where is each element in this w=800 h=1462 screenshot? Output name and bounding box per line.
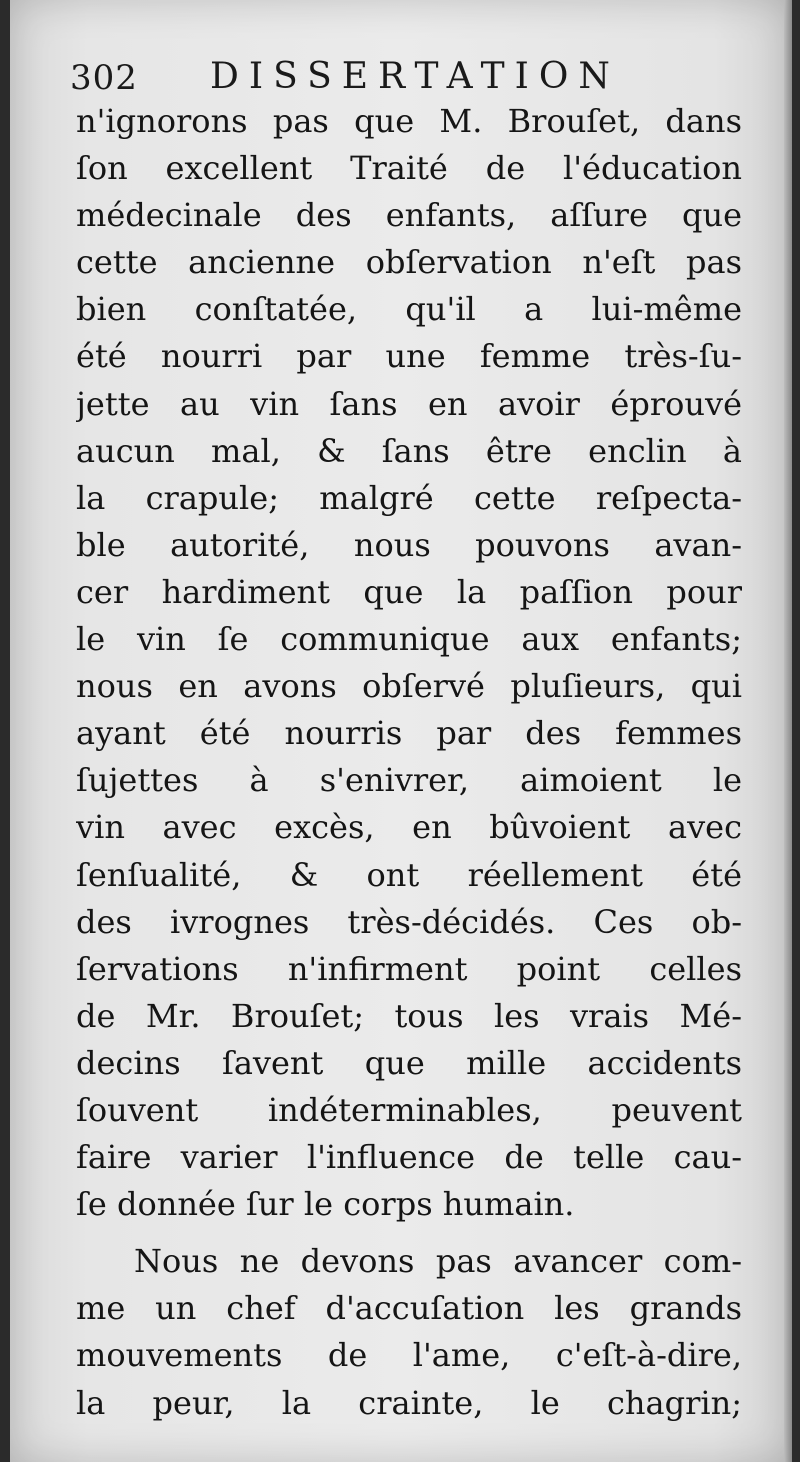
book-page (10, 0, 792, 1462)
text-line: faire varier l'influence de telle cau- (76, 1138, 742, 1177)
text-line: la crapule; malgré cette reſpecta- (76, 478, 742, 517)
text-line: le vin ſe communique aux enfants; (76, 620, 742, 659)
paragraph-2 (76, 1238, 742, 1426)
text-line: été nourri par une femme très-ſu- (76, 337, 742, 376)
text-line: ſouvent indéterminables, peuvent (76, 1090, 742, 1129)
text-line: ſujettes à s'enivrer, aimoient le (76, 761, 742, 800)
text-line: ble autorité, nous pouvons avan- (76, 525, 742, 564)
text-line: vin avec excès, en bûvoient avec (76, 808, 742, 847)
text-line: des ivrognes très-décidés. Ces ob- (76, 902, 742, 941)
text-line: aucun mal, & ſans être enclin à (76, 431, 742, 470)
paragraph-gap (76, 1228, 742, 1238)
text-line: ſervations n'infirment point celles (76, 949, 742, 988)
paragraph-1 (76, 98, 742, 1228)
text-line: ſon excellent Traité de l'éducation (76, 149, 742, 188)
text-line: la peur, la crainte, le chagrin; (76, 1383, 742, 1422)
text-line: ſe donnée ſur le corps humain. (76, 1185, 575, 1224)
text-line: nous en avons obſervé pluſieurs, qui (76, 667, 742, 706)
page-edge-shadow (784, 0, 792, 1462)
page-header (70, 52, 730, 102)
running-title: DISSERTATION (210, 56, 620, 97)
text-line: Nous ne devons pas avancer com- (134, 1242, 742, 1281)
text-line: ſenſualité, & ont réellement été (76, 855, 742, 894)
text-line: me un chef d'accuſation les grands (76, 1289, 742, 1328)
page-number: 302 (70, 58, 138, 98)
text-line: mouvements de l'ame, c'eſt-à-dire, (76, 1336, 742, 1375)
text-line: cer hardiment que la paſſion pour (76, 572, 742, 611)
body-text (76, 98, 742, 1427)
text-line: decins ſavent que mille accidents (76, 1043, 742, 1082)
text-line: bien conſtatée, qu'il a lui-même (76, 290, 742, 329)
text-line: cette ancienne obſervation n'eſt pas (76, 243, 742, 282)
text-line: n'ignorons pas que M. Brouſet, dans (76, 102, 742, 140)
text-line: ayant été nourris par des femmes (76, 714, 742, 753)
text-line: médecinale des enfants, aſſure que (76, 196, 742, 235)
text-line: jette au vin ſans en avoir éprouvé (76, 384, 742, 423)
text-line: de Mr. Brouſet; tous les vrais Mé- (76, 996, 742, 1035)
